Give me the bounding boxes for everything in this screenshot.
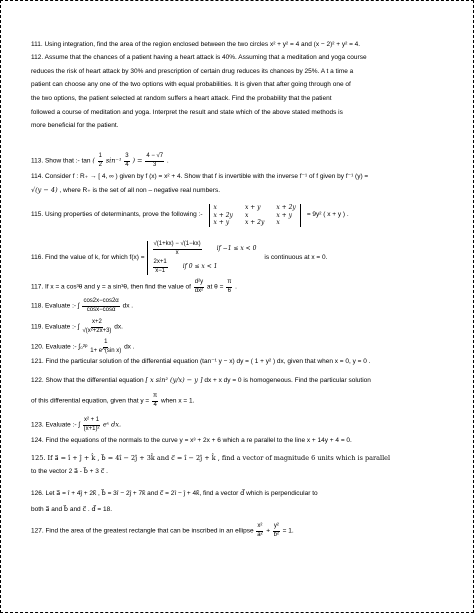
question-126-line-1: 126. Let a⃗ = î + 4ĵ + 2k̂ , b⃗ = 3î − 2ĵ + 7k̂ and c⃗ = 2î − ĵ + 4k̂, find a vector d⃗ which is perpendicular to: [31, 490, 318, 497]
question-114-line-2: , where R₊ is the set of all non – negative real numbers.: [57, 187, 221, 195]
question-115-prefix: 115. Using properties of determinants, prove the following :-: [31, 211, 203, 219]
question-127-prefix: 127. Find the area of the greatest rectangle that can be inscribed in an ellipse: [31, 527, 254, 535]
question-124-text: 124. Find the equations of the normals to the curve y = x³ + 2x + 6 which a re parallel to the line x + 14y + 4 = 0.: [31, 437, 352, 444]
question-117: 117. If x = a cos³θ and y = a sin³θ, then find the value of $\frac{\text{d²y}}{\text{dx²}}$ at θ = $\frac{\pi}{6}$ .: [31, 279, 237, 294]
question-119: 119. Evaluate :- ∫ $\frac{x+2}{\text{√(x²+2x+3)}}$ dx.: [31, 319, 123, 334]
question-127: 127. Find the area of the greatest rectangle that can be inscribed in an ellipse $\frac{\text{x²}}{\text{a²}}$ + $\frac{\text{y²}}{\text{b²}}$ = 1.: [31, 523, 294, 538]
question-123-prefix: 123. Evaluate :- ∫: [31, 421, 81, 429]
question-125: [31, 454, 451, 476]
question-116-prefix: 116. Find the value of k, for which f(x) =: [31, 253, 145, 261]
question-114: [31, 173, 451, 195]
question-119-prefix: 119. Evaluate :- ∫: [31, 323, 80, 331]
sqrt-expression: √(y − 4): [31, 186, 58, 195]
question-125-line-1: 125. If a⃗ = î + ĵ + k̂ , b⃗ = 4î − 2ĵ + 3k̂ and c⃗ = î − 2ĵ + k̂ , find a vector of magnitude 6 units which is parallel: [31, 454, 391, 462]
question-111-text: 111. Using integration, find the area of the region enclosed between the two circles x² + y² = 4 and (x − 2)² + y² = 4.: [31, 41, 361, 48]
question-122: 122. Show that the differential equation [ x sin² (y/x) − y ] dx + x dy = 0 is homogeneous. Find the particular solution of this differential equation, given that y = $\frac{\pi}{4}$ when x = 1.: [31, 376, 371, 408]
question-123: 123. Evaluate :- ∫ $\frac{\text{x² + 1}}{\text{(x+1)²}}$ eˣ dx.: [31, 417, 122, 432]
question-112-line-5: followed a course of meditation and yoga. Interpret the result and state which of the above stated methods is: [31, 108, 343, 116]
question-116: [31, 241, 451, 275]
question-126-line-2: both a⃗ and b⃗ and c⃗ . d⃗ = 18.: [31, 506, 113, 514]
question-112-line-3: patient can choose any one of the two options with equal probabilities. It is given that after going through one of: [31, 81, 351, 89]
fraction-half: $\frac{1}{2}$: [98, 153, 103, 168]
piecewise-function: $\frac{√(1+kx) - √(1-kx)}{x}$ if −1 ≤ x < 0 $\frac{2x+1}{x-1}$ if 0 ≤ x < 1: [147, 241, 257, 275]
question-115-rhs: = 9y² ( x + y ) .: [306, 211, 349, 219]
question-126: [31, 490, 451, 514]
question-118: 118. Evaluate :- ∫ $\frac{\cos 2x-\cos 2\alpha}{\cos x-\cos\alpha}$ dx .: [31, 298, 134, 313]
question-117-text: 117. If x = a cos³θ and y = a sin³θ, then find the value of: [31, 283, 191, 291]
question-113-prefix: 113. Show that :- tan: [31, 157, 91, 165]
question-118-prefix: 118. Evaluate :- ∫: [31, 302, 80, 310]
question-112: [31, 54, 451, 130]
question-112-line-2: reduces the risk of heart attack by 30% and prescription of certain drug reduces its chances by 25%. A t a time a: [31, 67, 354, 75]
determinant-matrix: x x + y x + 2y x + 2y x x + y x + y x + 2y x: [209, 204, 301, 227]
fraction-three-quarters: $\frac{3}{4}$: [125, 153, 129, 168]
question-116-suffix: is continuous at x = 0.: [264, 253, 328, 261]
question-112-line-1: 112. Assume that the chances of a patient having a heart attack is 40%. Assuming that a meditation and yoga course: [31, 54, 367, 61]
question-112-line-4: the two options, the patient selected at random suffers a heart attack. Find the probability that the patient: [31, 94, 332, 102]
question-111: [31, 41, 451, 49]
arcsin-label: sin⁻¹: [105, 156, 122, 165]
question-120-prefix: 120. Evaluate :- ∫₀²ᵖ: [31, 343, 88, 351]
question-112-line-6: more beneficial for the patient.: [31, 122, 119, 130]
question-124: [31, 437, 451, 445]
question-113: 113. Show that :- tan ( $\frac{1}{2}$ sin⁻¹ $\frac{3}{4}$ ) = $\frac{4 - √7}{3}$ .: [31, 153, 169, 168]
question-114-line-1: 114. Consider f : R₊ → [ 4, ∞ ) given by f (x) = x² + 4. Show that f is invertible with the inverse f⁻¹ of f given by f⁻¹ (y) =: [31, 173, 369, 180]
question-115: [31, 204, 451, 227]
fraction-rhs: $\frac{4 - √7}{3}$: [146, 153, 164, 168]
bracket-expression: [ x sin² (y/x) − y ]: [145, 376, 203, 384]
question-121: [31, 358, 451, 366]
question-120: 120. Evaluate :- ∫₀²ᵖ $\frac{1}{\text{1+ e\textasciicircum{}(sin x)}}$ dx .: [31, 339, 135, 354]
question-121-text: 121. Find the particular solution of the differential equation (tan⁻¹ y − x) dy = ( 1 + y² ) dx, given that when x = 0, y = 0 .: [31, 358, 371, 365]
question-125-line-2: to the vector 2 a⃗ - b⃗ + 3 c⃗ .: [31, 468, 108, 476]
